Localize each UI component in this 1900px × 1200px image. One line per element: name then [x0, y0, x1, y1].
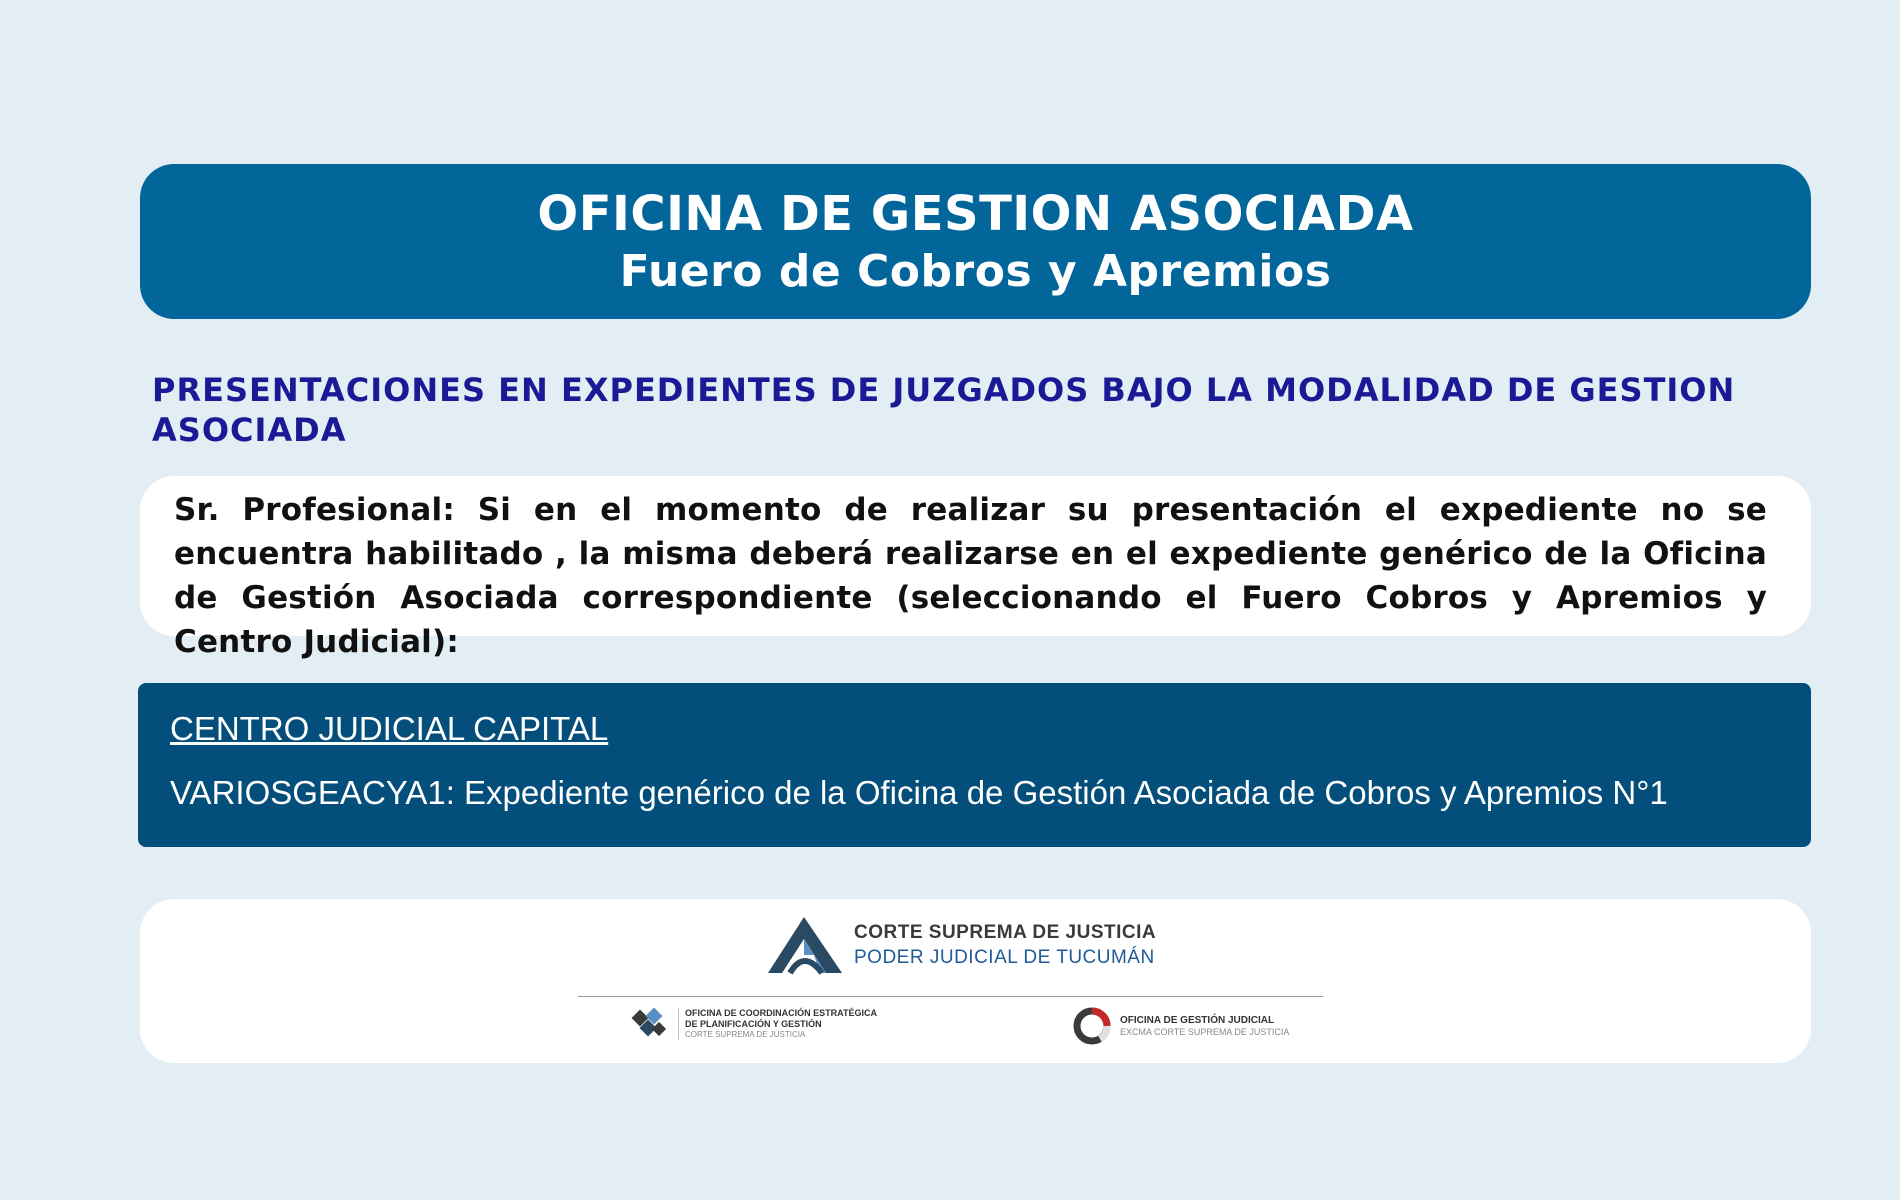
header-banner	[140, 164, 1811, 319]
corte-suprema-logo	[768, 915, 1156, 975]
logos-panel	[140, 899, 1811, 1063]
ocepg-emblem-icon	[630, 1006, 670, 1042]
corte-suprema-title: CORTE SUPREMA DE JUSTICIA	[854, 922, 1157, 943]
centro-judicial-box	[138, 683, 1811, 847]
header-subtitle: Fuero de Cobros y Apremios	[619, 245, 1332, 297]
ocepg-logo	[630, 1006, 877, 1042]
logo-divider	[578, 996, 1323, 997]
corte-suprema-emblem-icon	[768, 915, 844, 975]
ocepg-line3: CORTE SUPREMA DE JUSTICIA	[685, 1030, 806, 1039]
ogj-emblem-icon	[1072, 1006, 1114, 1046]
notice-text: Sr. Profesional: Si en el momento de realizar su presentación el expediente no se encuentra habilitado , la misma deberá realizarse en el expediente genérico de la Oficina de Gestión Asociada correspondiente (seleccionando el Fuero Cobros y Apremios y Centro Judicial):	[174, 492, 1767, 660]
ogj-line1: OFICINA DE GESTIÓN JUDICIAL	[1120, 1014, 1275, 1026]
header-title: OFICINA DE GESTION ASOCIADA	[537, 185, 1414, 242]
expediente-text: VARIOSGEACYA1: Expediente genérico de la Oficina de Gestión Asociada de Cobros y Apremios N°1	[170, 774, 1668, 811]
ogj-line2: EXCMA CORTE SUPREMA DE JUSTICIA	[1120, 1026, 1290, 1037]
poder-judicial-subtitle: PODER JUDICIAL DE TUCUMÁN	[854, 947, 1155, 968]
notice-box	[140, 476, 1811, 660]
section-heading: PRESENTACIONES EN EXPEDIENTES DE JUZGADOS BAJO LA MODALIDAD DE GESTION ASOCIADA	[152, 371, 1736, 449]
centro-name: CENTRO JUDICIAL CAPITAL	[170, 710, 609, 747]
ocepg-line2: DE PLANIFICACIÓN Y GESTIÓN	[685, 1019, 822, 1029]
ogj-logo	[1072, 1006, 1289, 1046]
ocepg-line1: OFICINA DE COORDINACIÓN ESTRATÉGICA	[685, 1008, 878, 1018]
